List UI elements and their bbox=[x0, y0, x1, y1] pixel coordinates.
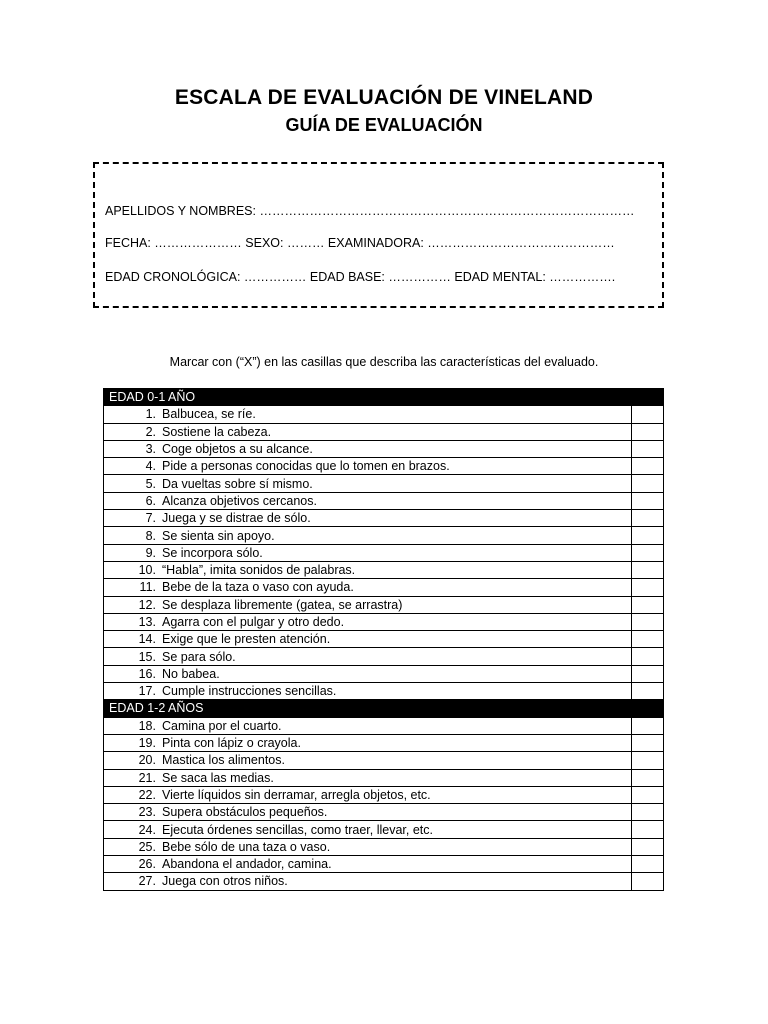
table-row bbox=[104, 648, 664, 665]
checkbox-cell[interactable] bbox=[632, 613, 664, 630]
checkbox-cell[interactable] bbox=[632, 596, 664, 613]
item-cell bbox=[104, 406, 632, 423]
item-number: 3. bbox=[145, 442, 156, 457]
item-text: Da vueltas sobre sí mismo. bbox=[162, 476, 313, 491]
item-cell bbox=[104, 492, 632, 509]
ages-field: EDAD CRONOLÓGICA: …………… EDAD BASE: …………… EDAD MENTAL: ……………. bbox=[105, 270, 616, 284]
table-row bbox=[104, 856, 664, 873]
table-row bbox=[104, 873, 664, 890]
table-row bbox=[104, 544, 664, 561]
item-cell bbox=[104, 683, 632, 700]
item-number: 22. bbox=[138, 787, 156, 802]
item-cell bbox=[104, 440, 632, 457]
checkbox-cell[interactable] bbox=[632, 769, 664, 786]
item-cell bbox=[104, 561, 632, 578]
table-row bbox=[104, 613, 664, 630]
item-number: 9. bbox=[145, 545, 156, 560]
checkbox-cell[interactable] bbox=[632, 838, 664, 855]
checkbox-cell[interactable] bbox=[632, 510, 664, 527]
item-cell bbox=[104, 856, 632, 873]
item-number: 24. bbox=[138, 822, 156, 837]
item-text: Coge objetos a su alcance. bbox=[162, 442, 313, 457]
item-number: 5. bbox=[145, 476, 156, 491]
item-number: 14. bbox=[138, 632, 156, 647]
item-text: Vierte líquidos sin derramar, arregla objetos, etc. bbox=[162, 787, 431, 802]
item-text: Juega con otros niños. bbox=[162, 874, 288, 889]
item-number: 21. bbox=[138, 770, 156, 785]
item-number: 19. bbox=[138, 736, 156, 751]
table-row bbox=[104, 492, 664, 509]
item-text: Exige que le presten atención. bbox=[162, 632, 331, 647]
item-text: No babea. bbox=[162, 666, 220, 681]
item-cell bbox=[104, 631, 632, 648]
item-number: 27. bbox=[138, 874, 156, 889]
item-number: 16. bbox=[138, 666, 156, 681]
table-row bbox=[104, 475, 664, 492]
table-row bbox=[104, 752, 664, 769]
item-cell bbox=[104, 544, 632, 561]
names-field: APELLIDOS Y NOMBRES: ……………………………………………………………………………… bbox=[105, 204, 635, 218]
item-number: 20. bbox=[138, 753, 156, 768]
checkbox-cell[interactable] bbox=[632, 423, 664, 440]
table-row bbox=[104, 786, 664, 803]
item-cell bbox=[104, 458, 632, 475]
item-text: Agarra con el pulgar y otro dedo. bbox=[162, 615, 345, 629]
item-number: 26. bbox=[138, 857, 156, 872]
section-label: EDAD 1-2 AÑOS bbox=[104, 700, 664, 717]
date-sex-examiner-field: FECHA: ………………… SEXO: ……… EXAMINADORA: ……………………………………… bbox=[105, 236, 615, 250]
checkbox-cell[interactable] bbox=[632, 458, 664, 475]
item-text: Se desplaza libremente (gatea, se arrastra) bbox=[162, 597, 403, 612]
item-text: Balbucea, se ríe. bbox=[162, 407, 256, 422]
item-cell bbox=[104, 596, 632, 613]
checkbox-cell[interactable] bbox=[632, 786, 664, 803]
table-row bbox=[104, 631, 664, 648]
table-row bbox=[104, 734, 664, 751]
item-text: Se saca las medias. bbox=[162, 770, 274, 785]
item-cell bbox=[104, 527, 632, 544]
item-text: Supera obstáculos pequeños. bbox=[162, 805, 328, 820]
section-label: EDAD 0-1 AÑO bbox=[104, 389, 664, 406]
item-number: 12. bbox=[138, 597, 156, 612]
table-row bbox=[104, 769, 664, 786]
item-number: 8. bbox=[145, 528, 156, 543]
item-cell bbox=[104, 648, 632, 665]
checkbox-cell[interactable] bbox=[632, 544, 664, 561]
item-text: Se incorpora sólo. bbox=[162, 545, 263, 560]
item-cell bbox=[104, 804, 632, 821]
item-cell bbox=[104, 475, 632, 492]
checkbox-cell[interactable] bbox=[632, 734, 664, 751]
patient-info-box bbox=[93, 162, 664, 308]
section-header bbox=[104, 389, 664, 406]
item-number: 6. bbox=[145, 493, 156, 508]
checkbox-cell[interactable] bbox=[632, 579, 664, 596]
item-number: 7. bbox=[145, 511, 156, 526]
item-number: 2. bbox=[145, 424, 156, 439]
item-text: Alcanza objetivos cercanos. bbox=[162, 493, 317, 508]
item-cell bbox=[104, 769, 632, 786]
checkbox-cell[interactable] bbox=[632, 752, 664, 769]
table-row bbox=[104, 596, 664, 613]
checkbox-cell[interactable] bbox=[632, 665, 664, 682]
table-row bbox=[104, 838, 664, 855]
item-number: 23. bbox=[138, 805, 156, 820]
table-row bbox=[104, 665, 664, 682]
item-text: Ejecuta órdenes sencillas, como traer, llevar, etc. bbox=[162, 822, 433, 837]
item-cell bbox=[104, 873, 632, 890]
table-row bbox=[104, 406, 664, 423]
item-text: Pinta con lápiz o crayola. bbox=[162, 736, 301, 751]
table-row bbox=[104, 527, 664, 544]
checkbox-cell[interactable] bbox=[632, 804, 664, 821]
checkbox-cell[interactable] bbox=[632, 856, 664, 873]
instructions: Marcar con (“X”) en las casillas que describa las características del evaluado. bbox=[169, 355, 599, 369]
item-number: 13. bbox=[138, 615, 156, 629]
item-text: Bebe de la taza o vaso con ayuda. bbox=[162, 580, 354, 595]
item-number: 25. bbox=[138, 839, 156, 854]
item-number: 18. bbox=[138, 718, 156, 733]
item-number: 15. bbox=[138, 649, 156, 664]
item-text: Se para sólo. bbox=[162, 649, 236, 664]
table-row bbox=[104, 423, 664, 440]
checkbox-cell[interactable] bbox=[632, 873, 664, 890]
table-row bbox=[104, 804, 664, 821]
item-cell bbox=[104, 786, 632, 803]
checkbox-cell[interactable] bbox=[632, 492, 664, 509]
item-cell bbox=[104, 717, 632, 734]
table-row bbox=[104, 440, 664, 457]
item-text: Abandona el andador, camina. bbox=[162, 857, 332, 872]
item-text: Bebe sólo de una taza o vaso. bbox=[162, 839, 331, 854]
item-text: Se sienta sin apoyo. bbox=[162, 528, 275, 543]
item-cell bbox=[104, 510, 632, 527]
table-row bbox=[104, 579, 664, 596]
checkbox-cell[interactable] bbox=[632, 717, 664, 734]
checkbox-cell[interactable] bbox=[632, 683, 664, 700]
item-text: Sostiene la cabeza. bbox=[162, 424, 272, 439]
item-text: Juega y se distrae de sólo. bbox=[162, 511, 311, 526]
item-cell bbox=[104, 734, 632, 751]
item-number: 17. bbox=[138, 684, 156, 699]
item-text: “Habla”, imita sonidos de palabras. bbox=[162, 563, 356, 578]
checkbox-cell[interactable] bbox=[632, 406, 664, 423]
evaluation-table bbox=[103, 388, 664, 891]
table-row bbox=[104, 683, 664, 700]
item-cell bbox=[104, 838, 632, 855]
item-text: Cumple instrucciones sencillas. bbox=[162, 684, 337, 699]
section-header bbox=[104, 700, 664, 717]
item-text: Pide a personas conocidas que lo tomen en brazos. bbox=[162, 459, 450, 474]
item-number: 4. bbox=[145, 459, 156, 474]
item-text: Mastica los alimentos. bbox=[162, 753, 285, 768]
item-cell bbox=[104, 665, 632, 682]
checkbox-cell[interactable] bbox=[632, 821, 664, 838]
checkbox-cell[interactable] bbox=[632, 648, 664, 665]
document-title: ESCALA DE EVALUACIÓN DE VINELAND bbox=[174, 86, 594, 109]
document-subtitle: GUÍA DE EVALUACIÓN bbox=[285, 115, 483, 135]
table-row bbox=[104, 821, 664, 838]
item-number: 11. bbox=[139, 580, 156, 595]
table-row bbox=[104, 510, 664, 527]
table-row bbox=[104, 458, 664, 475]
item-cell bbox=[104, 579, 632, 596]
checkbox-cell[interactable] bbox=[632, 440, 664, 457]
table-row bbox=[104, 561, 664, 578]
item-cell bbox=[104, 821, 632, 838]
item-cell bbox=[104, 613, 632, 630]
checkbox-cell[interactable] bbox=[632, 631, 664, 648]
checkbox-cell[interactable] bbox=[632, 561, 664, 578]
item-cell bbox=[104, 423, 632, 440]
item-cell bbox=[104, 752, 632, 769]
item-text: Camina por el cuarto. bbox=[162, 718, 282, 733]
item-number: 1. bbox=[145, 407, 156, 422]
checkbox-cell[interactable] bbox=[632, 527, 664, 544]
checkbox-cell[interactable] bbox=[632, 475, 664, 492]
table-row bbox=[104, 717, 664, 734]
item-number: 10. bbox=[138, 563, 156, 578]
